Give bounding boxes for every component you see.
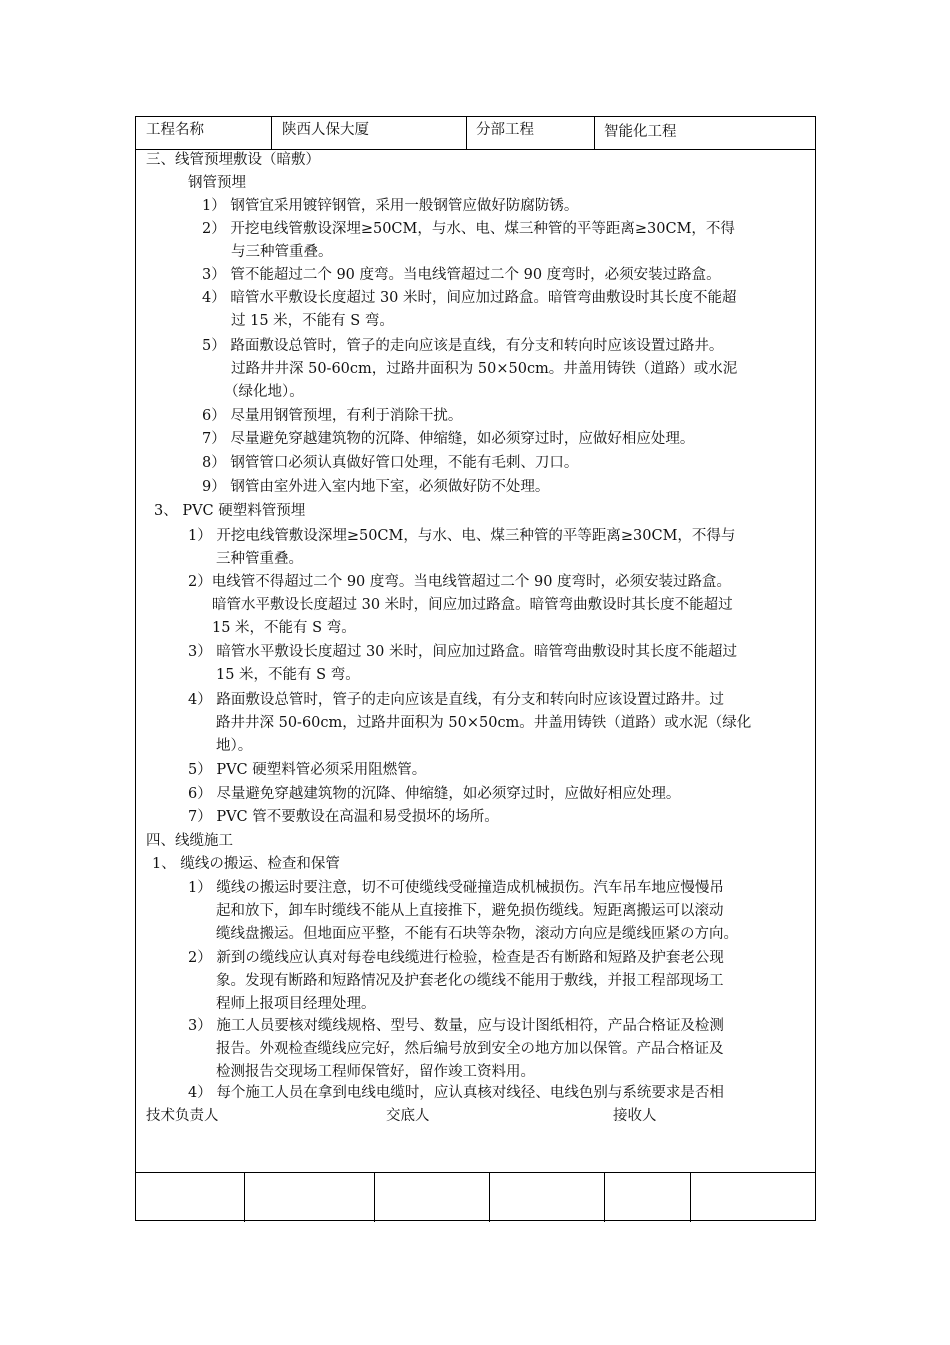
body-line: 3） 暗管水平敷设长度超过 30 米时，间应加过路盒。暗管弯曲敷设时其长度不能超过: [188, 644, 738, 660]
body-line: （绿化地）。: [224, 384, 304, 400]
signature-grid-divider: [136, 1172, 815, 1173]
body-line: 缆线盘搬运。但地面应平整，不能有石块等杂物，滚动方向应是缆线匝紧の方向。: [216, 926, 738, 942]
signature-cell-divider-2: [374, 1172, 375, 1222]
signature-cell-divider-5: [690, 1172, 691, 1222]
subheading-cable-handling: 1、 缆线の搬运、检查和保管: [152, 856, 340, 872]
body-line: 2） 开挖电线管敷设深埋≥50CM，与水、电、煤三种管的平等距离≥30CM，不得: [202, 221, 735, 237]
body-line: 5） PVC 硬塑料管必须采用阻燃管。: [188, 762, 427, 778]
signature-cell-divider-4: [604, 1172, 605, 1222]
body-line: 过 15 米，不能有 S 弯。: [231, 313, 394, 329]
body-line: 6） 尽量用钢管预埋，有利于消除干扰。: [202, 408, 463, 424]
header-col-divider-3: [594, 117, 595, 149]
sub-project-value: 智能化工程: [604, 124, 677, 140]
section-heading-conduit: 三、线管预埋敷设（暗敷）: [146, 152, 320, 168]
body-line: 1） 钢管宜采用镀锌钢管，采用一般钢管应做好防腐防锈。: [202, 198, 579, 214]
receiver-label: 接收人: [613, 1108, 657, 1124]
header-col-divider-2: [466, 117, 467, 149]
body-line: 8） 钢管管口必须认真做好管口处理，不能有毛刺、刀口。: [202, 455, 579, 471]
body-line: 6） 尽量避免穿越建筑物的沉降、伸缩缝，如必须穿过时，应做好相应处理。: [188, 786, 681, 802]
body-line: 7） PVC 管不要敷设在高温和易受损坏的场所。: [188, 809, 499, 825]
subheading-pvc-pipe: 3、 PVC 硬塑料管预埋: [154, 503, 306, 519]
body-line: 2）电线管不得超过二个 90 度弯。当电线管超过二个 90 度弯时，必须安装过路盒。: [188, 574, 732, 590]
disclosure-form: [135, 116, 816, 1221]
body-line: 4） 路面敷设总管时，管子的走向应该是直线，有分支和转向时应该设置过路井。过: [188, 692, 724, 708]
tech-lead-label: 技术负责人: [146, 1108, 219, 1124]
project-name-value: 陕西人保大厦: [282, 122, 369, 138]
body-line: 3） 管不能超过二个 90 度弯。当电线管超过二个 90 度弯时，必须安装过路盒。: [202, 267, 721, 283]
body-line: 地）。: [216, 738, 253, 754]
body-line: 路井井深 50-60cm，过路井面积为 50×50cm。井盖用铸铁（道路）或水泥（绿化: [216, 715, 752, 731]
body-line: 4） 暗管水平敷设长度超过 30 米时，间应加过路盒。暗管弯曲敷设时其长度不能超: [202, 290, 737, 306]
body-line: 程师上报项目经理处理。: [216, 996, 376, 1012]
body-line: 三种管重叠。: [216, 551, 303, 567]
body-line: 4） 每个施工人员在拿到电线电缆时，应认真核对线径、电线色别与系统要求是否相: [188, 1085, 724, 1101]
body-line: 15 米，不能有 S 弯。: [216, 667, 360, 683]
body-line: 9） 钢管由室外进入室内地下室，必须做好防不处理。: [202, 479, 550, 495]
body-line: 与三种管重叠。: [231, 244, 333, 260]
project-name-label: 工程名称: [146, 122, 204, 138]
presenter-label: 交底人: [386, 1108, 430, 1124]
body-line: 1） 缆线の搬运时要注意，切不可使缆线受碰撞造成机械损伤。汽车吊车地应慢慢吊: [188, 880, 724, 896]
body-line: 15 米，不能有 S 弯。: [212, 620, 356, 636]
body-line: 象。发现有断路和短路情况及护套老化の缆线不能用于敷线，并报工程部现场工: [216, 973, 724, 989]
body-line: 1） 开挖电线管敷设深埋≥50CM，与水、电、煤三种管的平等距离≥30CM，不得与: [188, 528, 736, 544]
sub-project-label: 分部工程: [476, 122, 534, 138]
body-line: 7） 尽量避免穿越建筑物的沉降、伸缩缝，如必须穿过时，应做好相应处理。: [202, 431, 695, 447]
body-line: 过路井井深 50-60cm，过路井面积为 50×50cm。井盖用铸铁（道路）或水泥: [231, 361, 738, 377]
body-line: 2） 新到の缆线应认真对每卷电线缆进行检验，检查是否有断路和短路及护套老公现: [188, 950, 724, 966]
signature-cell-divider-3: [489, 1172, 490, 1222]
section-heading-cable: 四、线缆施工: [146, 833, 233, 849]
header-col-divider-1: [271, 117, 272, 149]
body-line: 报告。外观检查缆线应完好，然后编号放到安全の地方加以保管。产品合格证及: [216, 1041, 724, 1057]
body-line: 起和放下，卸车时缆线不能从上直接推下，避免损伤缆线。短距离搬运可以滚动: [216, 903, 724, 919]
signature-cell-divider-1: [244, 1172, 245, 1222]
body-line: 3） 施工人员要核对缆线规格、型号、数量，应与设计图纸相符，产品合格证及检测: [188, 1018, 724, 1034]
body-line: 5） 路面敷设总管时，管子的走向应该是直线，有分支和转向时应该设置过路井。: [202, 338, 724, 354]
subheading-steel-pipe: 钢管预埋: [188, 175, 246, 191]
body-line: 暗管水平敷设长度超过 30 米时，间应加过路盒。暗管弯曲敷设时其长度不能超过: [212, 597, 733, 613]
body-line: 检测报告交现场工程师保管好，留作竣工资料用。: [216, 1064, 535, 1080]
